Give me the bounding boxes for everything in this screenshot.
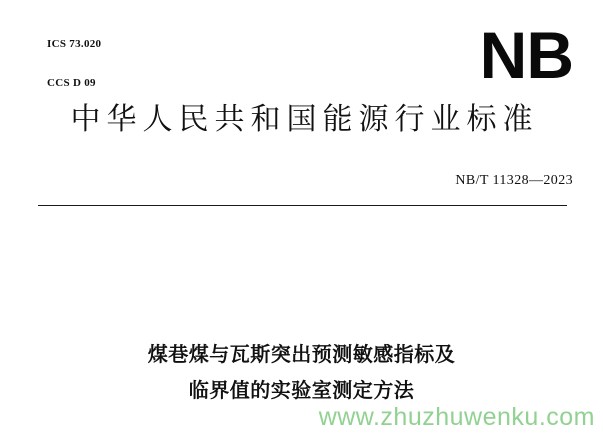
ccs-code: CCS D 09 — [47, 77, 96, 89]
document-subject-title-line-1: 煤巷煤与瓦斯突出预测敏感指标及 — [147, 342, 456, 366]
ics-code: ICS 73.020 — [47, 38, 102, 50]
standard-title: 中华人民共和国能源行业标准 — [70, 102, 539, 137]
watermark: www.zhuzhuwenku.com — [318, 403, 595, 431]
standard-number: NB/T 11328—2023 — [455, 173, 573, 188]
horizontal-divider — [38, 205, 567, 206]
nb-logo: NB — [479, 18, 573, 92]
document-subject-title-line-2: 临界值的实验室测定方法 — [188, 378, 415, 402]
document-subject-title — [0, 336, 603, 408]
